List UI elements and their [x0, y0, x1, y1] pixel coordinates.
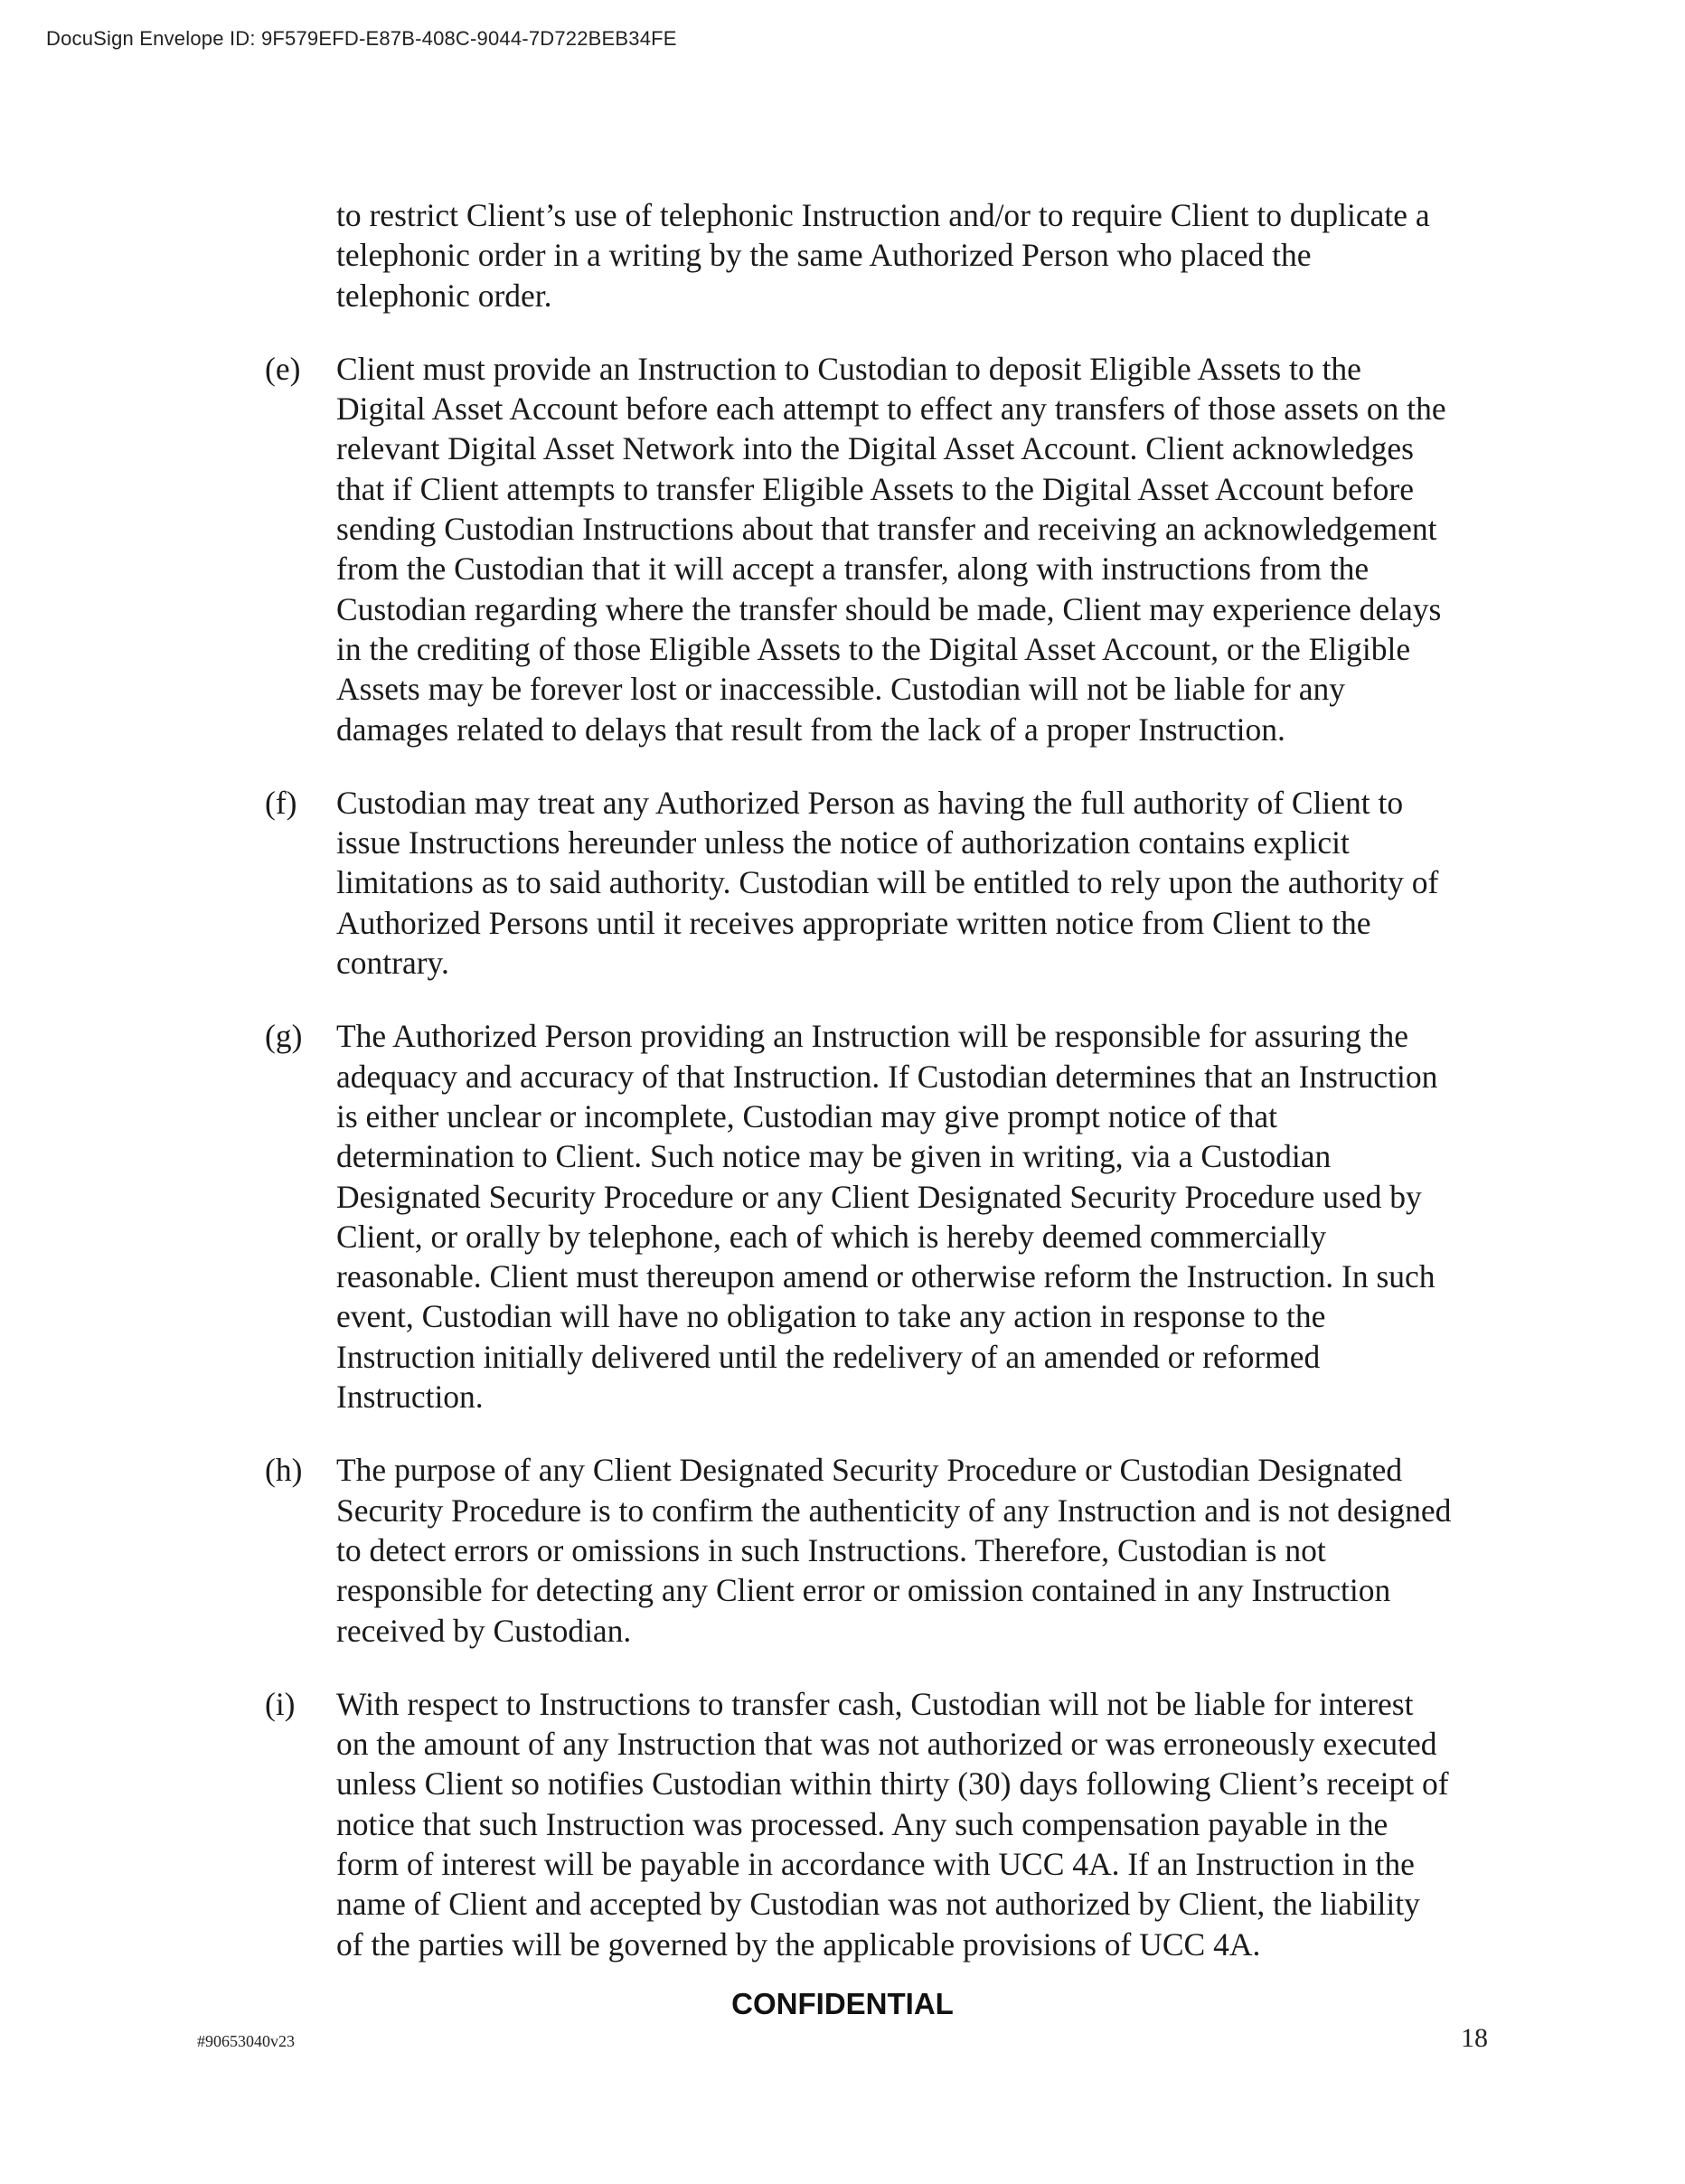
- confidential-label: CONFIDENTIAL: [731, 1987, 954, 2020]
- text-line: Authorized Persons until it receives appropriate written notice from Client to the: [336, 904, 1371, 941]
- text-line: unless Client so notifies Custodian within thirty (30) days following Client’s receipt of: [336, 1765, 1449, 1803]
- text-line: Instruction.: [336, 1379, 484, 1416]
- text-line: The purpose of any Client Designated Security Procedure or Custodian Designated: [336, 1452, 1403, 1489]
- paragraph-marker: (g): [265, 1018, 303, 1055]
- paragraph-g: [265, 1016, 1512, 1417]
- text-line: from the Custodian that it will accept a transfer, along with instructions from the: [336, 551, 1370, 588]
- text-line: issue Instructions hereunder unless the notice of authorization contains explicit: [336, 824, 1350, 861]
- text-line: in the crediting of those Eligible Assets to the Digital Asset Account, or the Eligible: [336, 630, 1411, 667]
- text-line: limitations as to said authority. Custodian will be entitled to rely upon the authority of: [336, 864, 1439, 901]
- text-line: sending Custodian Instructions about that transfer and receiving an acknowledgement: [336, 511, 1437, 548]
- paragraph-marker: (h): [265, 1452, 303, 1489]
- text-line: determination to Client. Such notice may be given in writing, via a Custodian: [336, 1138, 1332, 1175]
- text-line: Client must provide an Instruction to Custodian to deposit Eligible Assets to the: [336, 350, 1361, 387]
- text-line: reasonable. Client must thereupon amend or otherwise reform the Instruction. In such: [336, 1258, 1436, 1295]
- text-line: relevant Digital Asset Network into the Digital Asset Account. Client acknowledges: [336, 430, 1414, 467]
- page-number: 18: [1461, 2023, 1488, 2053]
- text-line: damages related to delays that result from the lack of a proper Instruction.: [336, 711, 1285, 748]
- text-line: received by Custodian.: [336, 1612, 632, 1649]
- text-line: Designated Security Procedure or any Client Designated Security Procedure used by: [336, 1178, 1422, 1215]
- text-line: With respect to Instructions to transfer cash, Custodian will not be liable for interest: [336, 1685, 1414, 1722]
- text-line: of the parties will be governed by the applicable provisions of UCC 4A.: [336, 1925, 1261, 1963]
- text-line: responsible for detecting any Client error or omission contained in any Instruction: [336, 1572, 1391, 1609]
- text-line: name of Client and accepted by Custodian was not authorized by Client, the liability: [336, 1886, 1420, 1923]
- text-line: to restrict Client’s use of telephonic Instruction and/or to require Client to duplicate a: [336, 197, 1430, 233]
- paragraph-e: [265, 349, 1512, 749]
- paragraph-continued: [265, 195, 1512, 315]
- text-line: Assets may be forever lost or inaccessible. Custodian will not be liable for any: [336, 671, 1345, 708]
- text-line: Digital Asset Account before each attempt to effect any transfers of those assets on the: [336, 391, 1446, 428]
- paragraph-marker: (i): [265, 1685, 296, 1722]
- text-line: Custodian regarding where the transfer should be made, Client may experience delays: [336, 590, 1442, 627]
- text-line: adequacy and accuracy of that Instruction. If Custodian determines that an Instruction: [336, 1058, 1438, 1095]
- paragraph-marker: (f): [265, 784, 297, 821]
- text-line: event, Custodian will have no obligation to take any action in response to the: [336, 1298, 1326, 1335]
- text-line: on the amount of any Instruction that was not authorized or was erroneously executed: [336, 1726, 1437, 1763]
- text-line: Client, or orally by telephone, each of which is hereby deemed commercially: [336, 1218, 1327, 1255]
- text-line: that if Client attempts to transfer Eligible Assets to the Digital Asset Account before: [336, 470, 1414, 507]
- text-line: is either unclear or incomplete, Custodian may give prompt notice of that: [336, 1097, 1278, 1134]
- text-line: telephonic order in a writing by the same Authorized Person who placed the: [336, 237, 1312, 274]
- text-line: Custodian may treat any Authorized Person as having the full authority of Client to: [336, 784, 1404, 821]
- text-line: Instruction initially delivered until the redelivery of an amended or reformed: [336, 1338, 1321, 1375]
- document-number: #90653040v23: [197, 2032, 295, 2050]
- text-line: to detect errors or omissions in such Instructions. Therefore, Custodian is not: [336, 1531, 1326, 1568]
- paragraph-h: [265, 1450, 1512, 1650]
- text-line: telephonic order.: [336, 277, 552, 314]
- paragraph-i: [265, 1684, 1512, 1964]
- text-line: form of interest will be payable in accordance with UCC 4A. If an Instruction in the: [336, 1845, 1415, 1882]
- document-body: [265, 195, 1512, 1998]
- text-line: Security Procedure is to confirm the authenticity of any Instruction and is not designed: [336, 1492, 1452, 1529]
- text-line: contrary.: [336, 945, 449, 982]
- text-line: The Authorized Person providing an Instruction will be responsible for assuring the: [336, 1018, 1409, 1055]
- paragraph-f: [265, 783, 1512, 983]
- envelope-id: DocuSign Envelope ID: 9F579EFD-E87B-408C-9044-7D722BEB34FE: [46, 27, 677, 50]
- paragraph-marker: (e): [265, 350, 301, 387]
- text-line: notice that such Instruction was processed. Any such compensation payable in the: [336, 1805, 1388, 1842]
